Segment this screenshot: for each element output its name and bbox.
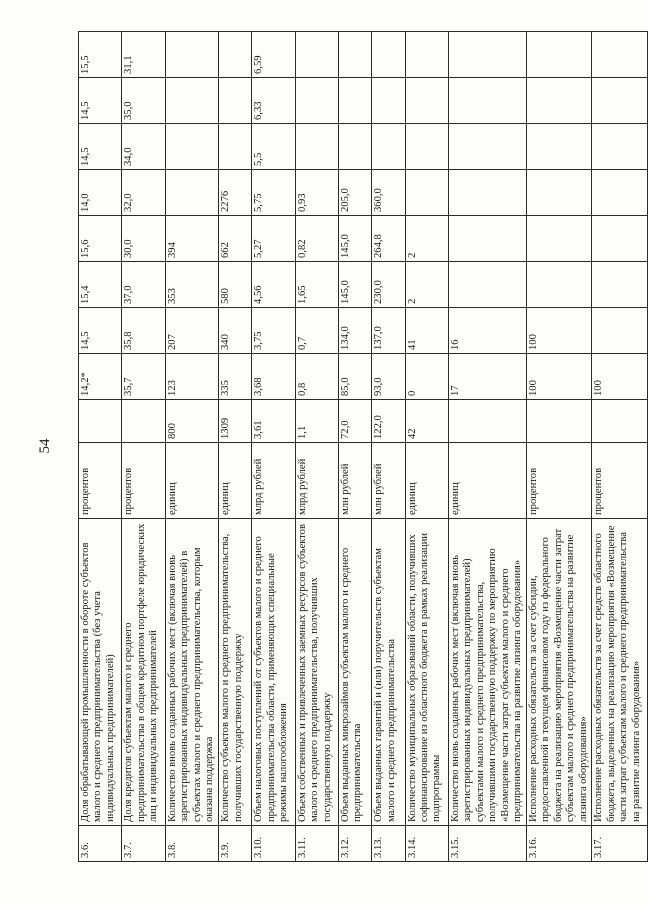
table-row [165, 32, 218, 862]
table-row [79, 32, 122, 862]
value-cell: 6,59 [252, 32, 295, 78]
value-cell: 15,6 [79, 216, 122, 262]
value-cell: 35,7 [122, 354, 165, 400]
value-cell [165, 124, 218, 170]
unit-of-measure: млрд рублей [252, 443, 295, 519]
value-cell: 14,0 [79, 170, 122, 216]
value-cell [526, 32, 592, 78]
value-cell: 2 [405, 216, 448, 262]
value-cell: 580 [219, 262, 252, 308]
value-cell: 14,5 [79, 124, 122, 170]
unit-of-measure: единиц [448, 443, 526, 519]
value-cell: 85,0 [339, 354, 372, 400]
indicator-description: Объем выданных микрозаймов субъектам малого и среднего предпринимательства [339, 519, 372, 826]
indicator-description: Доля кредитов субъектам малого и среднего предпринимательства в общем кредитном портфеле юридических лиц и индивидуальных предпринимателей [122, 519, 165, 826]
value-cell [592, 78, 648, 124]
value-cell [405, 78, 448, 124]
value-cell [526, 216, 592, 262]
value-cell [592, 170, 648, 216]
value-cell [372, 124, 405, 170]
value-cell: 4,56 [252, 262, 295, 308]
value-cell [448, 32, 526, 78]
value-cell [219, 32, 252, 78]
value-cell: 134,0 [339, 308, 372, 354]
value-cell [339, 78, 372, 124]
value-cell [448, 262, 526, 308]
value-cell: 35,8 [122, 308, 165, 354]
value-cell [405, 170, 448, 216]
unit-of-measure: процентов [122, 443, 165, 519]
value-cell: 0 [405, 354, 448, 400]
value-cell: 137,0 [372, 308, 405, 354]
unit-of-measure: единиц [165, 443, 218, 519]
value-cell: 37,0 [122, 262, 165, 308]
indicator-description: Количество муниципальных образований области, получивших софинансирование из областного бюджета в рамках реализации подпрограммы [405, 519, 448, 826]
indicators-table [78, 31, 648, 862]
value-cell [122, 400, 165, 443]
value-cell [295, 32, 338, 78]
unit-of-measure: млн рублей [339, 443, 372, 519]
value-cell: 207 [165, 308, 218, 354]
value-cell: 0,93 [295, 170, 338, 216]
value-cell [165, 78, 218, 124]
indicator-description: Количество субъектов малого и среднего предпринимательства, получивших государственную поддержку [219, 519, 252, 826]
table-body [79, 32, 648, 862]
value-cell: 5,27 [252, 216, 295, 262]
value-cell: 1,1 [295, 400, 338, 443]
value-cell: 93,0 [372, 354, 405, 400]
value-cell [295, 124, 338, 170]
value-cell: 0,8 [295, 354, 338, 400]
value-cell [295, 78, 338, 124]
value-cell: 16 [448, 308, 526, 354]
value-cell: 0,7 [295, 308, 338, 354]
table-row [405, 32, 448, 862]
value-cell: 1309 [219, 400, 252, 443]
value-cell: 17 [448, 354, 526, 400]
value-cell: 41 [405, 308, 448, 354]
value-cell [448, 124, 526, 170]
value-cell [165, 32, 218, 78]
indicator-description: Количество вновь созданных рабочих мест (включая вновь зарегистрированных индивидуальных предпринимателей) в субъектах малого и среднего предпринимательства, которым оказана поддержка [165, 519, 218, 826]
value-cell: 34,0 [122, 124, 165, 170]
value-cell [448, 78, 526, 124]
row-number: 3.17. [592, 826, 648, 862]
value-cell: 15,5 [79, 32, 122, 78]
unit-of-measure: процентов [79, 443, 122, 519]
value-cell: 32,0 [122, 170, 165, 216]
row-number: 3.9. [219, 826, 252, 862]
indicator-description: Количество вновь созданных рабочих мест (включая вновь зарегистрированных индивидуальных предпринимателей) субъектами малого и среднего предпринимательства, получившими государственную поддержку по мероприятию «Возмещение части затрат субъектам малого и среднего предпринимательства на развитие лизинга оборудования» [448, 519, 526, 826]
value-cell: 3,68 [252, 354, 295, 400]
indicator-description: Исполнение расходных обязательств за счет субсидии, предоставленной в текущем финансовом году из федерального бюджета на реализацию мероприятия «Возмещение части затрат субъектам малого и среднего предпринимательства на развитие лизинга оборудования» [526, 519, 592, 826]
value-cell: 72,0 [339, 400, 372, 443]
table-row [592, 32, 648, 862]
value-cell: 35,0 [122, 78, 165, 124]
value-cell [592, 262, 648, 308]
value-cell: 100 [526, 308, 592, 354]
table-row [448, 32, 526, 862]
value-cell [592, 124, 648, 170]
row-number: 3.14. [405, 826, 448, 862]
value-cell [526, 124, 592, 170]
value-cell [372, 32, 405, 78]
table-row [372, 32, 405, 862]
row-number: 3.13. [372, 826, 405, 862]
value-cell [448, 216, 526, 262]
row-number: 3.7. [122, 826, 165, 862]
unit-of-measure: единиц [219, 443, 252, 519]
unit-of-measure: млрд рублей [295, 443, 338, 519]
value-cell: 15,4 [79, 262, 122, 308]
value-cell: 230,0 [372, 262, 405, 308]
rotated-table-container [78, 32, 648, 862]
value-cell [448, 170, 526, 216]
table-row [219, 32, 252, 862]
value-cell: 3,61 [252, 400, 295, 443]
value-cell [219, 124, 252, 170]
unit-of-measure: млн рублей [372, 443, 405, 519]
table-row [295, 32, 338, 862]
value-cell: 100 [526, 354, 592, 400]
value-cell: 353 [165, 262, 218, 308]
value-cell [592, 32, 648, 78]
value-cell [526, 170, 592, 216]
value-cell: 394 [165, 216, 218, 262]
table-row [122, 32, 165, 862]
value-cell: 264,8 [372, 216, 405, 262]
value-cell [405, 32, 448, 78]
value-cell: 100 [592, 354, 648, 400]
value-cell [165, 170, 218, 216]
value-cell: 145,0 [339, 262, 372, 308]
indicator-description: Объем собственных и привлеченных заемных ресурсов субъектов малого и среднего предпринимательства, получивших государственную поддержку [295, 519, 338, 826]
value-cell [592, 308, 648, 354]
value-cell: 14,5 [79, 78, 122, 124]
indicator-description: Доля обрабатывающей промышленности в обороте субъектов малого и среднего предпринимательства (без учета индивидуальных предпринимателей) [79, 519, 122, 826]
table-row [252, 32, 295, 862]
value-cell [526, 262, 592, 308]
value-cell: 42 [405, 400, 448, 443]
indicator-description: Объем налоговых поступлений от субъектов малого и среднего предпринимательства области, применяющих специальные режимы налогообложения [252, 519, 295, 826]
value-cell: 3,75 [252, 308, 295, 354]
indicator-description: Объем выданных гарантий и (или) поручительств субъектам малого и среднего предпринимательства [372, 519, 405, 826]
value-cell: 14,5 [79, 308, 122, 354]
unit-of-measure: процентов [526, 443, 592, 519]
unit-of-measure: процентов [592, 443, 648, 519]
row-number: 3.15. [448, 826, 526, 862]
value-cell [592, 400, 648, 443]
row-number: 3.6. [79, 826, 122, 862]
value-cell: 340 [219, 308, 252, 354]
value-cell [448, 400, 526, 443]
value-cell: 123 [165, 354, 218, 400]
row-number: 3.10. [252, 826, 295, 862]
value-cell: 5,75 [252, 170, 295, 216]
table-row [339, 32, 372, 862]
unit-of-measure: единиц [405, 443, 448, 519]
value-cell: 1,65 [295, 262, 338, 308]
value-cell: 145,0 [339, 216, 372, 262]
value-cell: 662 [219, 216, 252, 262]
indicator-description: Исполнение расходных обязательств за счет средств областного бюджета, выделенных на реализацию мероприятия «Возмещение части затрат субъектам малого и среднего предпринимательства на развитие лизинга оборудования» [592, 519, 648, 826]
value-cell: 2276 [219, 170, 252, 216]
value-cell: 122,0 [372, 400, 405, 443]
value-cell [405, 124, 448, 170]
row-number: 3.11. [295, 826, 338, 862]
row-number: 3.16. [526, 826, 592, 862]
value-cell: 14,2* [79, 354, 122, 400]
value-cell: 5,5 [252, 124, 295, 170]
value-cell: 6,33 [252, 78, 295, 124]
value-cell [79, 400, 122, 443]
page-number: 54 [37, 438, 53, 454]
value-cell [219, 78, 252, 124]
value-cell: 335 [219, 354, 252, 400]
value-cell [592, 216, 648, 262]
value-cell [526, 78, 592, 124]
value-cell: 30,0 [122, 216, 165, 262]
value-cell: 31,1 [122, 32, 165, 78]
value-cell [372, 78, 405, 124]
value-cell: 205,0 [339, 170, 372, 216]
table-row [526, 32, 592, 862]
value-cell: 800 [165, 400, 218, 443]
value-cell [526, 400, 592, 443]
value-cell: 360,0 [372, 170, 405, 216]
row-number: 3.8. [165, 826, 218, 862]
value-cell [339, 124, 372, 170]
value-cell: 0,82 [295, 216, 338, 262]
row-number: 3.12. [339, 826, 372, 862]
value-cell: 2 [405, 262, 448, 308]
value-cell [339, 32, 372, 78]
